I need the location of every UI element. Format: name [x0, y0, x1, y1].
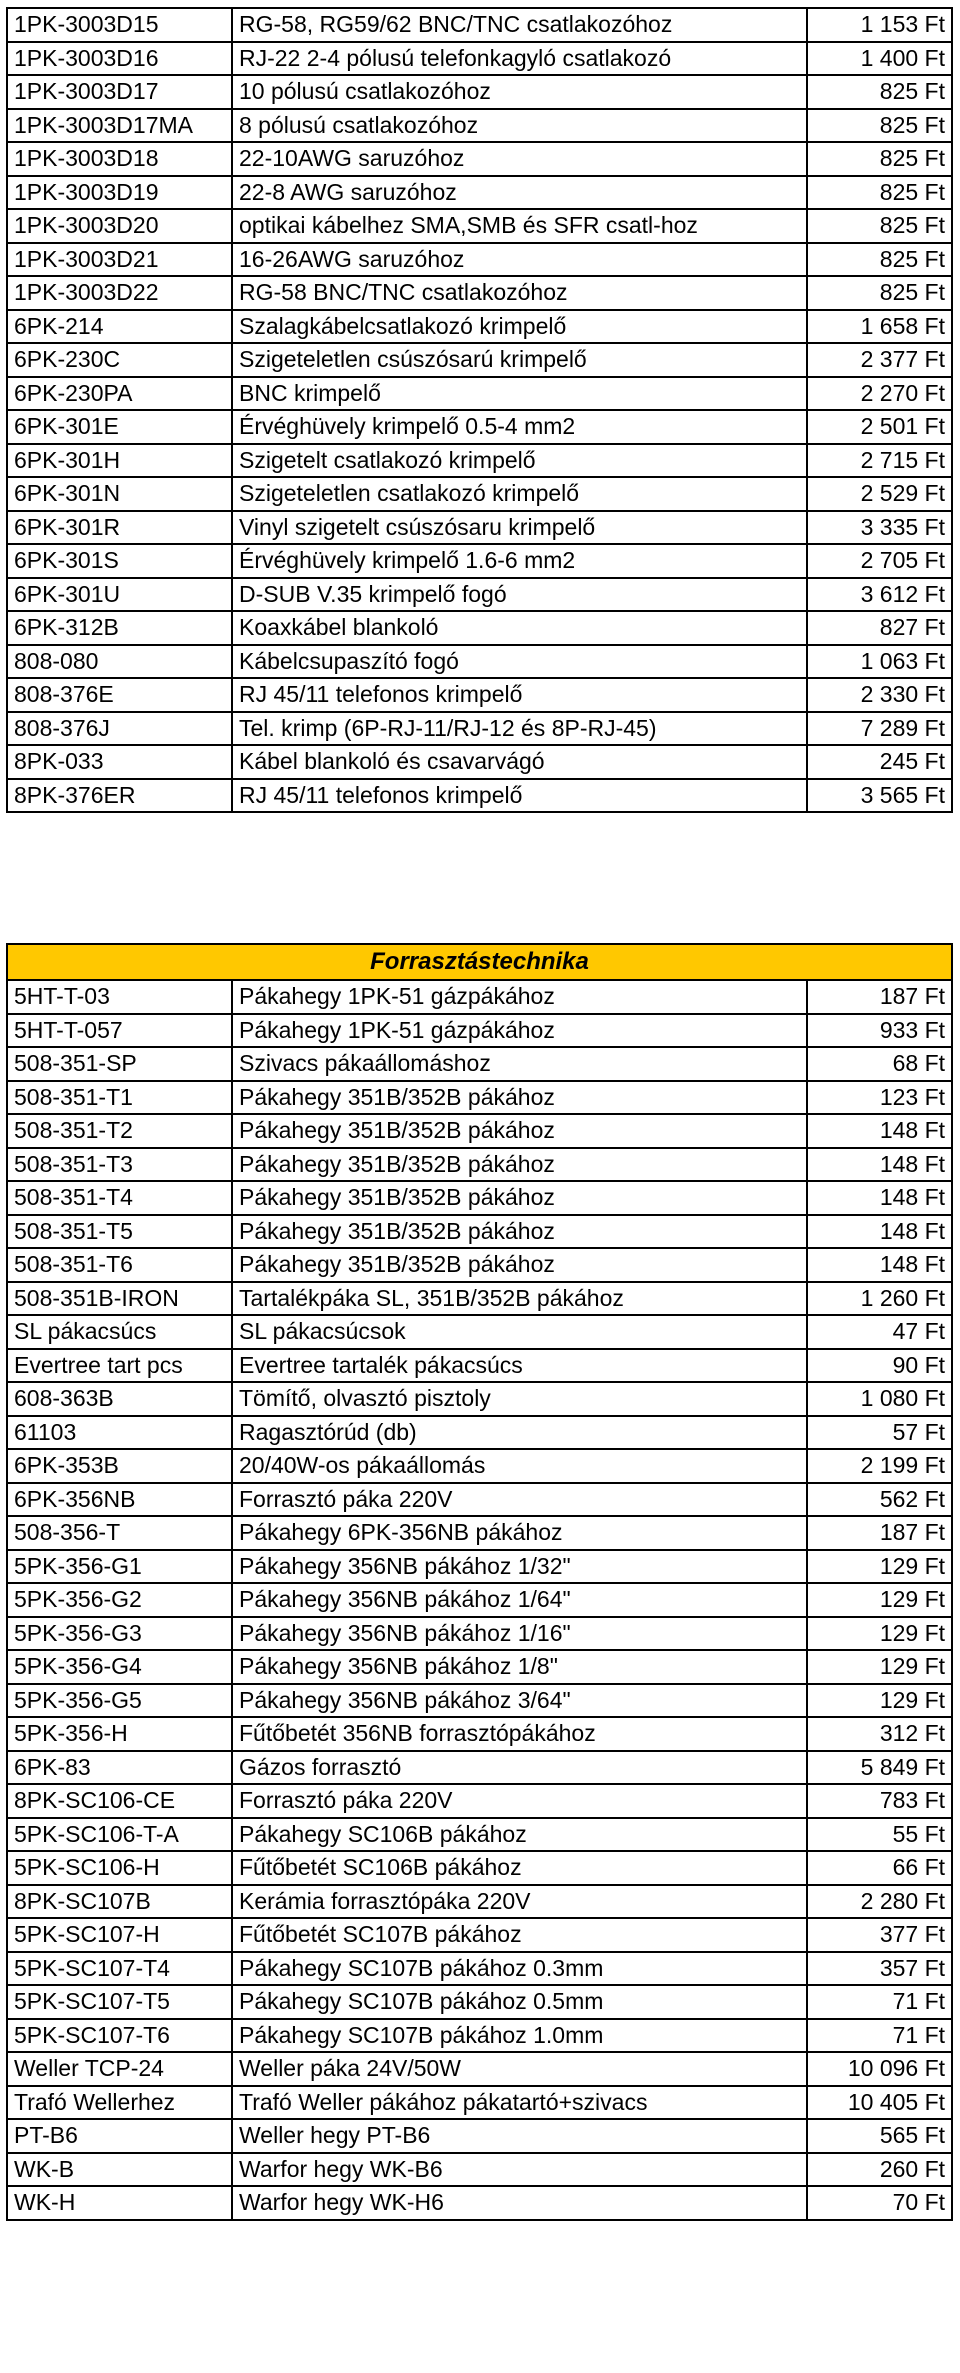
product-code-cell: 6PK-230C — [7, 343, 232, 377]
section-header-row — [7, 944, 952, 980]
table-row — [7, 1650, 952, 1684]
table-row — [7, 1148, 952, 1182]
table-row — [7, 1248, 952, 1282]
description-cell: Evertree tartalék pákacsúcs — [232, 1349, 807, 1383]
product-code-cell: 1PK-3003D22 — [7, 276, 232, 310]
description-cell: Pákahegy 1PK-51 gázpákához — [232, 980, 807, 1014]
product-code-cell: 5PK-SC107-T6 — [7, 2019, 232, 2053]
description-cell: Érvéghüvely krimpelő 0.5-4 mm2 — [232, 410, 807, 444]
price-cell: 2 529 Ft — [807, 477, 952, 511]
description-cell: Fűtőbetét SC107B pákához — [232, 1918, 807, 1952]
table-row — [7, 310, 952, 344]
description-cell: RG-58, RG59/62 BNC/TNC csatlakozóhoz — [232, 8, 807, 42]
price-cell: 10 405 Ft — [807, 2086, 952, 2120]
price-cell: 55 Ft — [807, 1818, 952, 1852]
table-row — [7, 779, 952, 813]
table-row — [7, 1282, 952, 1316]
description-cell: Kerámia forrasztópáka 220V — [232, 1885, 807, 1919]
price-cell: 827 Ft — [807, 611, 952, 645]
product-code-cell: 6PK-312B — [7, 611, 232, 645]
table-row — [7, 1717, 952, 1751]
table-row — [7, 2019, 952, 2053]
table-row — [7, 1818, 952, 1852]
description-cell: 16-26AWG saruzóhoz — [232, 243, 807, 277]
product-code-cell: 608-363B — [7, 1382, 232, 1416]
description-cell: RJ-22 2-4 pólusú telefonkagyló csatlakozó — [232, 42, 807, 76]
table-row — [7, 42, 952, 76]
product-code-cell: 8PK-SC106-CE — [7, 1784, 232, 1818]
table-row — [7, 1851, 952, 1885]
description-cell: Pákahegy SC107B pákához 0.3mm — [232, 1952, 807, 1986]
price-cell: 1 080 Ft — [807, 1382, 952, 1416]
product-code-cell: 6PK-356NB — [7, 1483, 232, 1517]
price-cell: 2 270 Ft — [807, 377, 952, 411]
table-row — [7, 1449, 952, 1483]
description-cell: Szalagkábelcsatlakozó krimpelő — [232, 310, 807, 344]
product-code-cell: 508-351-T2 — [7, 1114, 232, 1148]
table-row — [7, 2052, 952, 2086]
product-code-cell: 1PK-3003D21 — [7, 243, 232, 277]
table-row — [7, 410, 952, 444]
product-code-cell: 508-351-SP — [7, 1047, 232, 1081]
description-cell: Forrasztó páka 220V — [232, 1784, 807, 1818]
table-row — [7, 477, 952, 511]
price-cell: 148 Ft — [807, 1148, 952, 1182]
description-cell: Tömítő, olvasztó pisztoly — [232, 1382, 807, 1416]
table-row — [7, 142, 952, 176]
price-cell: 66 Ft — [807, 1851, 952, 1885]
product-code-cell: 6PK-301U — [7, 578, 232, 612]
table-row — [7, 1483, 952, 1517]
product-code-cell: 808-376J — [7, 712, 232, 746]
product-code-cell: 1PK-3003D16 — [7, 42, 232, 76]
table-row — [7, 645, 952, 679]
price-cell: 825 Ft — [807, 109, 952, 143]
price-cell: 187 Ft — [807, 1516, 952, 1550]
price-cell: 825 Ft — [807, 75, 952, 109]
table-row — [7, 980, 952, 1014]
table-row — [7, 544, 952, 578]
description-cell: 8 pólusú csatlakozóhoz — [232, 109, 807, 143]
price-cell: 71 Ft — [807, 1985, 952, 2019]
product-code-cell: 508-351B-IRON — [7, 1282, 232, 1316]
price-cell: 260 Ft — [807, 2153, 952, 2187]
table-row — [7, 1047, 952, 1081]
product-code-cell: 6PK-214 — [7, 310, 232, 344]
product-code-cell: 1PK-3003D17 — [7, 75, 232, 109]
product-code-cell: 5PK-SC106-T-A — [7, 1818, 232, 1852]
price-cell: 90 Ft — [807, 1349, 952, 1383]
product-code-cell: 508-351-T4 — [7, 1181, 232, 1215]
table-row — [7, 1516, 952, 1550]
table-row — [7, 1181, 952, 1215]
product-code-cell: 6PK-83 — [7, 1751, 232, 1785]
description-cell: Weller páka 24V/50W — [232, 2052, 807, 2086]
product-code-cell: 1PK-3003D19 — [7, 176, 232, 210]
product-code-cell: 508-351-T3 — [7, 1148, 232, 1182]
product-code-cell: 8PK-033 — [7, 745, 232, 779]
description-cell: Pákahegy SC107B pákához 1.0mm — [232, 2019, 807, 2053]
price-cell: 1 658 Ft — [807, 310, 952, 344]
table-row — [7, 75, 952, 109]
description-cell: Pákahegy 351B/352B pákához — [232, 1181, 807, 1215]
description-cell: Fűtőbetét 356NB forrasztópákához — [232, 1717, 807, 1751]
table-row — [7, 343, 952, 377]
description-cell: Pákahegy 356NB pákához 1/16" — [232, 1617, 807, 1651]
table-row — [7, 243, 952, 277]
product-code-cell: 808-080 — [7, 645, 232, 679]
table-row — [7, 611, 952, 645]
product-code-cell: 5PK-SC106-H — [7, 1851, 232, 1885]
product-code-cell: 5PK-356-G2 — [7, 1583, 232, 1617]
product-code-cell: 6PK-301H — [7, 444, 232, 478]
description-cell: 22-10AWG saruzóhoz — [232, 142, 807, 176]
table-row — [7, 2186, 952, 2220]
table-row — [7, 1349, 952, 1383]
description-cell: Pákahegy 351B/352B pákához — [232, 1114, 807, 1148]
table-row — [7, 1617, 952, 1651]
product-code-cell: 6PK-301S — [7, 544, 232, 578]
price-cell: 129 Ft — [807, 1583, 952, 1617]
description-cell: Szigetelt csatlakozó krimpelő — [232, 444, 807, 478]
product-code-cell: WK-B — [7, 2153, 232, 2187]
table-row — [7, 209, 952, 243]
description-cell: Warfor hegy WK-B6 — [232, 2153, 807, 2187]
table-row — [7, 1751, 952, 1785]
price-cell: 129 Ft — [807, 1684, 952, 1718]
description-cell: RJ 45/11 telefonos krimpelő — [232, 779, 807, 813]
product-code-cell: WK-H — [7, 2186, 232, 2220]
description-cell: Érvéghüvely krimpelő 1.6-6 mm2 — [232, 544, 807, 578]
table-row — [7, 1550, 952, 1584]
product-code-cell: Weller TCP-24 — [7, 2052, 232, 2086]
price-cell: 783 Ft — [807, 1784, 952, 1818]
price-cell: 71 Ft — [807, 2019, 952, 2053]
product-code-cell: 8PK-376ER — [7, 779, 232, 813]
description-cell: Koaxkábel blankoló — [232, 611, 807, 645]
price-cell: 245 Ft — [807, 745, 952, 779]
product-code-cell: 5PK-356-G4 — [7, 1650, 232, 1684]
product-code-cell: 1PK-3003D17MA — [7, 109, 232, 143]
description-cell: Trafó Weller pákához pákatartó+szivacs — [232, 2086, 807, 2120]
table-row — [7, 1985, 952, 2019]
table-row — [7, 1215, 952, 1249]
table-row — [7, 1081, 952, 1115]
description-cell: Tartalékpáka SL, 351B/352B pákához — [232, 1282, 807, 1316]
section-title: Forrasztástechnika — [7, 944, 952, 980]
product-code-cell: PT-B6 — [7, 2119, 232, 2153]
table-row — [7, 678, 952, 712]
price-cell: 47 Ft — [807, 1315, 952, 1349]
product-code-cell: 6PK-353B — [7, 1449, 232, 1483]
price-cell: 148 Ft — [807, 1114, 952, 1148]
product-code-cell: 5HT-T-03 — [7, 980, 232, 1014]
price-cell: 187 Ft — [807, 980, 952, 1014]
price-cell: 825 Ft — [807, 243, 952, 277]
price-cell: 5 849 Ft — [807, 1751, 952, 1785]
description-cell: Tel. krimp (6P-RJ-11/RJ-12 és 8P-RJ-45) — [232, 712, 807, 746]
price-cell: 825 Ft — [807, 276, 952, 310]
price-cell: 3 335 Ft — [807, 511, 952, 545]
product-code-cell: 8PK-SC107B — [7, 1885, 232, 1919]
description-cell: Ragasztórúd (db) — [232, 1416, 807, 1450]
description-cell: Pákahegy 351B/352B pákához — [232, 1148, 807, 1182]
product-code-cell: 5PK-356-G5 — [7, 1684, 232, 1718]
price-cell: 1 063 Ft — [807, 645, 952, 679]
product-code-cell: 6PK-301N — [7, 477, 232, 511]
price-cell: 2 501 Ft — [807, 410, 952, 444]
price-cell: 148 Ft — [807, 1181, 952, 1215]
table-row — [7, 1416, 952, 1450]
description-cell: Pákahegy 356NB pákához 1/32" — [232, 1550, 807, 1584]
description-cell: Warfor hegy WK-H6 — [232, 2186, 807, 2220]
description-cell: Kábel blankoló és csavarvágó — [232, 745, 807, 779]
price-cell: 7 289 Ft — [807, 712, 952, 746]
price-cell: 3 612 Ft — [807, 578, 952, 612]
price-cell: 825 Ft — [807, 142, 952, 176]
product-code-cell: 6PK-301R — [7, 511, 232, 545]
price-cell: 312 Ft — [807, 1717, 952, 1751]
product-code-cell: SL pákacsúcs — [7, 1315, 232, 1349]
table-row — [7, 1315, 952, 1349]
product-code-cell: 5PK-356-H — [7, 1717, 232, 1751]
price-cell: 148 Ft — [807, 1215, 952, 1249]
product-code-cell: 5HT-T-057 — [7, 1014, 232, 1048]
price-cell: 2 199 Ft — [807, 1449, 952, 1483]
table-row — [7, 1114, 952, 1148]
description-cell: Forrasztó páka 220V — [232, 1483, 807, 1517]
table-row — [7, 1014, 952, 1048]
price-cell: 825 Ft — [807, 176, 952, 210]
price-cell: 2 705 Ft — [807, 544, 952, 578]
product-code-cell: 1PK-3003D15 — [7, 8, 232, 42]
price-cell: 129 Ft — [807, 1550, 952, 1584]
description-cell: Pákahegy 6PK-356NB pákához — [232, 1516, 807, 1550]
price-cell: 10 096 Ft — [807, 2052, 952, 2086]
description-cell: Vinyl szigetelt csúszósaru krimpelő — [232, 511, 807, 545]
description-cell: RG-58 BNC/TNC csatlakozóhoz — [232, 276, 807, 310]
price-cell: 123 Ft — [807, 1081, 952, 1115]
description-cell: Pákahegy 1PK-51 gázpákához — [232, 1014, 807, 1048]
price-table-upper — [6, 7, 953, 813]
description-cell: BNC krimpelő — [232, 377, 807, 411]
price-cell: 2 280 Ft — [807, 1885, 952, 1919]
table-row — [7, 1918, 952, 1952]
table-row — [7, 578, 952, 612]
product-code-cell: 61103 — [7, 1416, 232, 1450]
product-code-cell: 1PK-3003D20 — [7, 209, 232, 243]
description-cell: Szigeteletlen csatlakozó krimpelő — [232, 477, 807, 511]
price-cell: 57 Ft — [807, 1416, 952, 1450]
description-cell: Kábelcsupaszító fogó — [232, 645, 807, 679]
price-cell: 129 Ft — [807, 1650, 952, 1684]
table-row — [7, 2119, 952, 2153]
product-code-cell: 5PK-SC107-H — [7, 1918, 232, 1952]
description-cell: Pákahegy 356NB pákához 3/64" — [232, 1684, 807, 1718]
product-code-cell: 808-376E — [7, 678, 232, 712]
price-cell: 357 Ft — [807, 1952, 952, 1986]
table-row — [7, 8, 952, 42]
description-cell: D-SUB V.35 krimpelő fogó — [232, 578, 807, 612]
price-cell: 3 565 Ft — [807, 779, 952, 813]
description-cell: Weller hegy PT-B6 — [232, 2119, 807, 2153]
description-cell: Szigeteletlen csúszósarú krimpelő — [232, 343, 807, 377]
product-code-cell: 508-351-T1 — [7, 1081, 232, 1115]
product-code-cell: 508-356-T — [7, 1516, 232, 1550]
description-cell: Pákahegy SC107B pákához 0.5mm — [232, 1985, 807, 2019]
product-code-cell: 508-351-T6 — [7, 1248, 232, 1282]
price-cell: 562 Ft — [807, 1483, 952, 1517]
description-cell: Pákahegy 356NB pákához 1/8" — [232, 1650, 807, 1684]
description-cell: Gázos forrasztó — [232, 1751, 807, 1785]
table-row — [7, 176, 952, 210]
description-cell: optikai kábelhez SMA,SMB és SFR csatl-hoz — [232, 209, 807, 243]
price-cell: 2 715 Ft — [807, 444, 952, 478]
price-cell: 68 Ft — [807, 1047, 952, 1081]
price-cell: 933 Ft — [807, 1014, 952, 1048]
product-code-cell: 5PK-356-G3 — [7, 1617, 232, 1651]
product-code-cell: Trafó Wellerhez — [7, 2086, 232, 2120]
description-cell: 10 pólusú csatlakozóhoz — [232, 75, 807, 109]
table-row — [7, 2153, 952, 2187]
price-cell: 1 260 Ft — [807, 1282, 952, 1316]
table-row — [7, 1784, 952, 1818]
table-row — [7, 745, 952, 779]
table-row — [7, 276, 952, 310]
description-cell: 20/40W-os pákaállomás — [232, 1449, 807, 1483]
table-row — [7, 1885, 952, 1919]
description-cell: Pákahegy 351B/352B pákához — [232, 1248, 807, 1282]
description-cell: Fűtőbetét SC106B pákához — [232, 1851, 807, 1885]
product-code-cell: Evertree tart pcs — [7, 1349, 232, 1383]
price-cell: 1 400 Ft — [807, 42, 952, 76]
table-row — [7, 444, 952, 478]
table-row — [7, 2086, 952, 2120]
product-code-cell: 6PK-301E — [7, 410, 232, 444]
description-cell: Pákahegy 356NB pákához 1/64" — [232, 1583, 807, 1617]
price-cell: 1 153 Ft — [807, 8, 952, 42]
description-cell: Pákahegy 351B/352B pákához — [232, 1081, 807, 1115]
price-cell: 2 330 Ft — [807, 678, 952, 712]
product-code-cell: 6PK-230PA — [7, 377, 232, 411]
product-code-cell: 5PK-SC107-T4 — [7, 1952, 232, 1986]
product-code-cell: 5PK-356-G1 — [7, 1550, 232, 1584]
table-row — [7, 377, 952, 411]
table-row — [7, 511, 952, 545]
product-code-cell: 1PK-3003D18 — [7, 142, 232, 176]
description-cell: SL pákacsúcsok — [232, 1315, 807, 1349]
table-row — [7, 1684, 952, 1718]
description-cell: RJ 45/11 telefonos krimpelő — [232, 678, 807, 712]
price-cell: 70 Ft — [807, 2186, 952, 2220]
price-cell: 148 Ft — [807, 1248, 952, 1282]
price-cell: 825 Ft — [807, 209, 952, 243]
description-cell: 22-8 AWG saruzóhoz — [232, 176, 807, 210]
product-code-cell: 508-351-T5 — [7, 1215, 232, 1249]
price-cell: 129 Ft — [807, 1617, 952, 1651]
description-cell: Pákahegy 351B/352B pákához — [232, 1215, 807, 1249]
product-code-cell: 5PK-SC107-T5 — [7, 1985, 232, 2019]
table-row — [7, 1382, 952, 1416]
description-cell: Pákahegy SC106B pákához — [232, 1818, 807, 1852]
price-cell: 377 Ft — [807, 1918, 952, 1952]
price-cell: 565 Ft — [807, 2119, 952, 2153]
table-row — [7, 109, 952, 143]
table-row — [7, 712, 952, 746]
price-cell: 2 377 Ft — [807, 343, 952, 377]
description-cell: Szivacs pákaállomáshoz — [232, 1047, 807, 1081]
table-row — [7, 1952, 952, 1986]
price-table-soldering — [6, 943, 953, 2221]
table-row — [7, 1583, 952, 1617]
